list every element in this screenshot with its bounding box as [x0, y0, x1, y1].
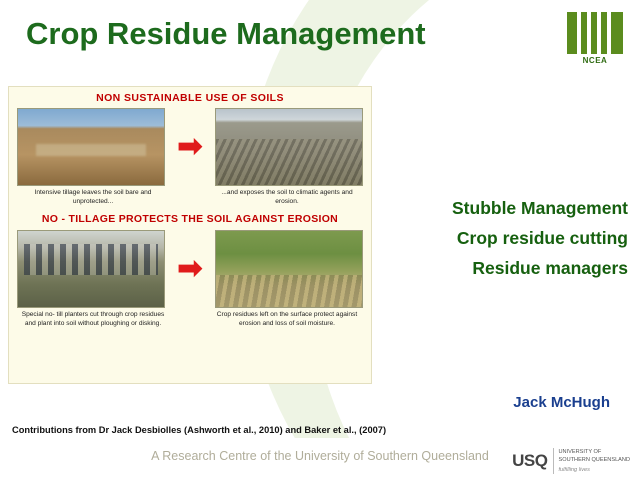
- ncea-logo-mark: [567, 12, 623, 54]
- arrow-right-icon-2: ➡: [177, 251, 203, 285]
- caption-top-left: Intensive tillage leaves the soil bare and unprotected...: [34, 189, 152, 205]
- ncea-logo-label: NCEA: [582, 56, 608, 65]
- caption-bottom-right: Crop residues left on the surface protect against erosion and loss of soil moisture.: [216, 310, 358, 327]
- arrow-right-icon: ➡: [177, 130, 203, 163]
- no-till-planter-demonstration-photo: [17, 230, 165, 308]
- contributions-note: Contributions from Dr Jack Desbiolles (Ashworth et al., 2010) and Baker et al., (2007): [12, 425, 387, 435]
- figure-captions-top: [9, 186, 371, 207]
- figure-row-top: [9, 108, 371, 186]
- author-name: Jack McHugh: [513, 394, 610, 411]
- usq-logo-line2: SOUTHERN QUEENSLAND: [558, 456, 630, 463]
- topic-item-crop-residue-cutting: Crop residue cutting: [456, 228, 628, 248]
- usq-logo-mark: USQ: [512, 450, 548, 470]
- figure-row-bottom: [9, 230, 371, 308]
- footer-text: A Research Centre of the University of Southern Queensland: [151, 449, 489, 463]
- soil-erosion-figure: [8, 86, 372, 384]
- topic-list: [452, 198, 628, 288]
- figure-heading-top: NON SUSTAINABLE USE OF SOILS: [96, 92, 284, 104]
- caption-top-right: ...and exposes the soil to climatic agents and erosion.: [221, 189, 353, 205]
- usq-logo-tagline: fulfilling lives: [558, 466, 590, 473]
- topic-item-stubble-management: Stubble Management: [452, 198, 628, 218]
- page-title: Crop Residue Management: [26, 16, 426, 51]
- usq-logo: [512, 448, 630, 474]
- residue-covered-field-photo: [215, 230, 363, 308]
- eroded-bare-soil-photo: [215, 108, 363, 186]
- figure-captions-bottom: [9, 308, 371, 329]
- usq-logo-line1: UNIVERSITY OF: [558, 448, 602, 455]
- usq-logo-text: [553, 448, 631, 474]
- figure-heading-middle: NO - TILLAGE PROTECTS THE SOIL AGAINST EROSION: [41, 212, 339, 225]
- tilled-dusty-field-photo: [17, 108, 165, 186]
- caption-bottom-left: Special no- till planters cut through crop residues and plant into soil without ploughing or disking.: [21, 310, 165, 327]
- ncea-logo: [564, 12, 626, 70]
- topic-item-residue-managers: Residue managers: [472, 258, 628, 278]
